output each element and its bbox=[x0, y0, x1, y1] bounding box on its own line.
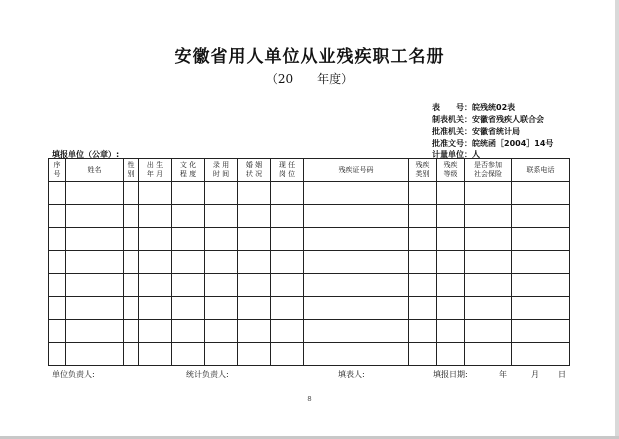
table-cell[interactable] bbox=[66, 320, 124, 343]
table-cell[interactable] bbox=[205, 297, 238, 320]
table-cell[interactable] bbox=[512, 251, 570, 274]
meta-value: 安徽省统计局 bbox=[472, 127, 520, 136]
meta-approving-authority bbox=[419, 126, 520, 137]
column-header: 姓名 bbox=[66, 159, 124, 182]
column-header: 录 用 时 间 bbox=[205, 159, 238, 182]
table-cell[interactable] bbox=[238, 320, 271, 343]
table-cell[interactable] bbox=[49, 205, 66, 228]
table-cell[interactable] bbox=[409, 182, 437, 205]
table-cell[interactable] bbox=[238, 343, 271, 366]
table-cell[interactable] bbox=[238, 182, 271, 205]
column-header: 出 生 年 月 bbox=[139, 159, 172, 182]
table-cell[interactable] bbox=[139, 182, 172, 205]
table-cell[interactable] bbox=[437, 182, 465, 205]
table-cell[interactable] bbox=[124, 320, 139, 343]
table-cell[interactable] bbox=[512, 182, 570, 205]
document-title: 安徽省用人单位从业残疾职工名册 bbox=[174, 47, 445, 67]
table-cell[interactable] bbox=[465, 205, 512, 228]
table-cell[interactable] bbox=[124, 182, 139, 205]
table-cell[interactable] bbox=[304, 228, 409, 251]
table-cell[interactable] bbox=[139, 228, 172, 251]
table-cell[interactable] bbox=[49, 297, 66, 320]
column-header: 残疾证号码 bbox=[304, 159, 409, 182]
table-cell[interactable] bbox=[465, 274, 512, 297]
table-cell[interactable] bbox=[271, 182, 304, 205]
meta-value: 皖统函［2004］14号 bbox=[472, 139, 554, 148]
table-row bbox=[49, 251, 570, 274]
table-cell[interactable] bbox=[409, 320, 437, 343]
table-cell[interactable] bbox=[409, 251, 437, 274]
meta-approval-number bbox=[419, 138, 553, 149]
meta-issuing-authority bbox=[419, 114, 544, 125]
table-cell[interactable] bbox=[66, 182, 124, 205]
table-row bbox=[49, 228, 570, 251]
table-cell[interactable] bbox=[238, 274, 271, 297]
table-cell[interactable] bbox=[465, 343, 512, 366]
table-cell[interactable] bbox=[304, 251, 409, 274]
table-cell[interactable] bbox=[49, 182, 66, 205]
meta-form-number bbox=[419, 102, 515, 113]
table-cell[interactable] bbox=[238, 297, 271, 320]
document-subtitle: （20 年度） bbox=[265, 72, 354, 86]
table-cell[interactable] bbox=[124, 251, 139, 274]
meta-label: 制表机关： bbox=[432, 115, 472, 124]
meta-label: 批准机关： bbox=[432, 127, 472, 136]
table-cell[interactable] bbox=[66, 343, 124, 366]
table-cell[interactable] bbox=[238, 251, 271, 274]
table-cell[interactable] bbox=[271, 251, 304, 274]
meta-label: 表 号： bbox=[432, 103, 472, 112]
table-cell[interactable] bbox=[465, 297, 512, 320]
table-cell[interactable] bbox=[409, 205, 437, 228]
table-cell[interactable] bbox=[66, 274, 124, 297]
table-cell[interactable] bbox=[205, 320, 238, 343]
table-cell[interactable] bbox=[139, 205, 172, 228]
table-cell[interactable] bbox=[437, 297, 465, 320]
table-cell[interactable] bbox=[271, 320, 304, 343]
table-cell[interactable] bbox=[271, 274, 304, 297]
table-cell[interactable] bbox=[139, 251, 172, 274]
table-cell[interactable] bbox=[437, 205, 465, 228]
table-cell[interactable] bbox=[66, 205, 124, 228]
table-cell[interactable] bbox=[172, 297, 205, 320]
table-cell[interactable] bbox=[139, 274, 172, 297]
table-cell[interactable] bbox=[465, 228, 512, 251]
table-row bbox=[49, 274, 570, 297]
table-cell[interactable] bbox=[124, 228, 139, 251]
table-cell[interactable] bbox=[512, 228, 570, 251]
table-cell[interactable] bbox=[271, 228, 304, 251]
table-row bbox=[49, 182, 570, 205]
table-cell[interactable] bbox=[271, 343, 304, 366]
table-cell[interactable] bbox=[172, 251, 205, 274]
table-cell[interactable] bbox=[409, 228, 437, 251]
table-cell[interactable] bbox=[205, 274, 238, 297]
column-header: 联系电话 bbox=[512, 159, 570, 182]
table-cell[interactable] bbox=[437, 228, 465, 251]
table-cell[interactable] bbox=[172, 228, 205, 251]
table-cell[interactable] bbox=[304, 182, 409, 205]
table-cell[interactable] bbox=[238, 205, 271, 228]
table-row bbox=[49, 320, 570, 343]
table-cell[interactable] bbox=[409, 343, 437, 366]
table-cell[interactable] bbox=[465, 251, 512, 274]
table-cell[interactable] bbox=[512, 205, 570, 228]
table-cell[interactable] bbox=[205, 251, 238, 274]
table-cell[interactable] bbox=[512, 274, 570, 297]
fill-unit-label: 填报单位（公章）: bbox=[52, 150, 120, 159]
table-cell[interactable] bbox=[172, 320, 205, 343]
table-header-row bbox=[49, 159, 570, 182]
table-cell[interactable] bbox=[172, 205, 205, 228]
table-cell[interactable] bbox=[49, 228, 66, 251]
table-cell[interactable] bbox=[238, 228, 271, 251]
table-cell[interactable] bbox=[205, 205, 238, 228]
table-cell[interactable] bbox=[271, 297, 304, 320]
table-cell[interactable] bbox=[66, 228, 124, 251]
table-cell[interactable] bbox=[304, 274, 409, 297]
table-cell[interactable] bbox=[205, 343, 238, 366]
table-cell[interactable] bbox=[139, 343, 172, 366]
table-row bbox=[49, 297, 570, 320]
table-body bbox=[49, 182, 570, 366]
table-cell[interactable] bbox=[124, 297, 139, 320]
table-cell[interactable] bbox=[409, 274, 437, 297]
table-cell[interactable] bbox=[172, 182, 205, 205]
footer-unit-leader: 单位负责人: bbox=[52, 370, 95, 379]
table-cell[interactable] bbox=[49, 320, 66, 343]
table-cell[interactable] bbox=[271, 205, 304, 228]
meta-label: 计量单位： bbox=[432, 150, 472, 159]
meta-value: 安徽省残疾人联合会 bbox=[472, 115, 544, 124]
vertical-scrollbar[interactable] bbox=[615, 0, 619, 439]
table-cell[interactable] bbox=[124, 274, 139, 297]
column-header: 残疾 类别 bbox=[409, 159, 437, 182]
table-cell[interactable] bbox=[512, 343, 570, 366]
table-cell[interactable] bbox=[437, 274, 465, 297]
meta-value: 皖残统02表 bbox=[472, 103, 516, 112]
column-header: 残疾 等级 bbox=[437, 159, 465, 182]
employee-roster-table bbox=[48, 158, 570, 366]
table-cell[interactable] bbox=[465, 182, 512, 205]
footer-stats-leader: 统计负责人: bbox=[186, 370, 229, 379]
table-cell[interactable] bbox=[437, 320, 465, 343]
footer-month: 月 bbox=[531, 370, 539, 379]
table-cell[interactable] bbox=[205, 228, 238, 251]
column-header: 性 别 bbox=[124, 159, 139, 182]
table-cell[interactable] bbox=[139, 320, 172, 343]
table-cell[interactable] bbox=[205, 182, 238, 205]
table-cell[interactable] bbox=[49, 274, 66, 297]
table-cell[interactable] bbox=[465, 320, 512, 343]
meta-label: 批准文号： bbox=[432, 139, 472, 148]
footer-date-label: 填报日期: bbox=[433, 370, 468, 379]
table-cell[interactable] bbox=[66, 251, 124, 274]
table-cell[interactable] bbox=[304, 320, 409, 343]
table-cell[interactable] bbox=[124, 343, 139, 366]
table-cell[interactable] bbox=[304, 343, 409, 366]
table-row bbox=[49, 205, 570, 228]
table-cell[interactable] bbox=[437, 251, 465, 274]
table-cell[interactable] bbox=[304, 297, 409, 320]
table-cell[interactable] bbox=[66, 297, 124, 320]
footer-filler: 填表人: bbox=[338, 370, 365, 379]
column-header: 婚 姻 状 况 bbox=[238, 159, 271, 182]
table-cell[interactable] bbox=[172, 274, 205, 297]
table-cell[interactable] bbox=[512, 297, 570, 320]
meta-value: 人 bbox=[472, 150, 480, 159]
table-cell[interactable] bbox=[437, 343, 465, 366]
table-cell[interactable] bbox=[49, 251, 66, 274]
page-number: 8 bbox=[307, 395, 312, 403]
table-cell[interactable] bbox=[124, 205, 139, 228]
column-header: 序 号 bbox=[49, 159, 66, 182]
table-cell[interactable] bbox=[172, 343, 205, 366]
table-cell[interactable] bbox=[409, 297, 437, 320]
footer-day: 日 bbox=[558, 370, 566, 379]
column-header: 是否参加 社会保险 bbox=[465, 159, 512, 182]
table-cell[interactable] bbox=[49, 343, 66, 366]
footer-year: 年 bbox=[499, 370, 507, 379]
column-header: 文 化 程 度 bbox=[172, 159, 205, 182]
table-row bbox=[49, 343, 570, 366]
table-cell[interactable] bbox=[139, 297, 172, 320]
table-cell[interactable] bbox=[304, 205, 409, 228]
column-header: 现 任 岗 位 bbox=[271, 159, 304, 182]
table-cell[interactable] bbox=[512, 320, 570, 343]
